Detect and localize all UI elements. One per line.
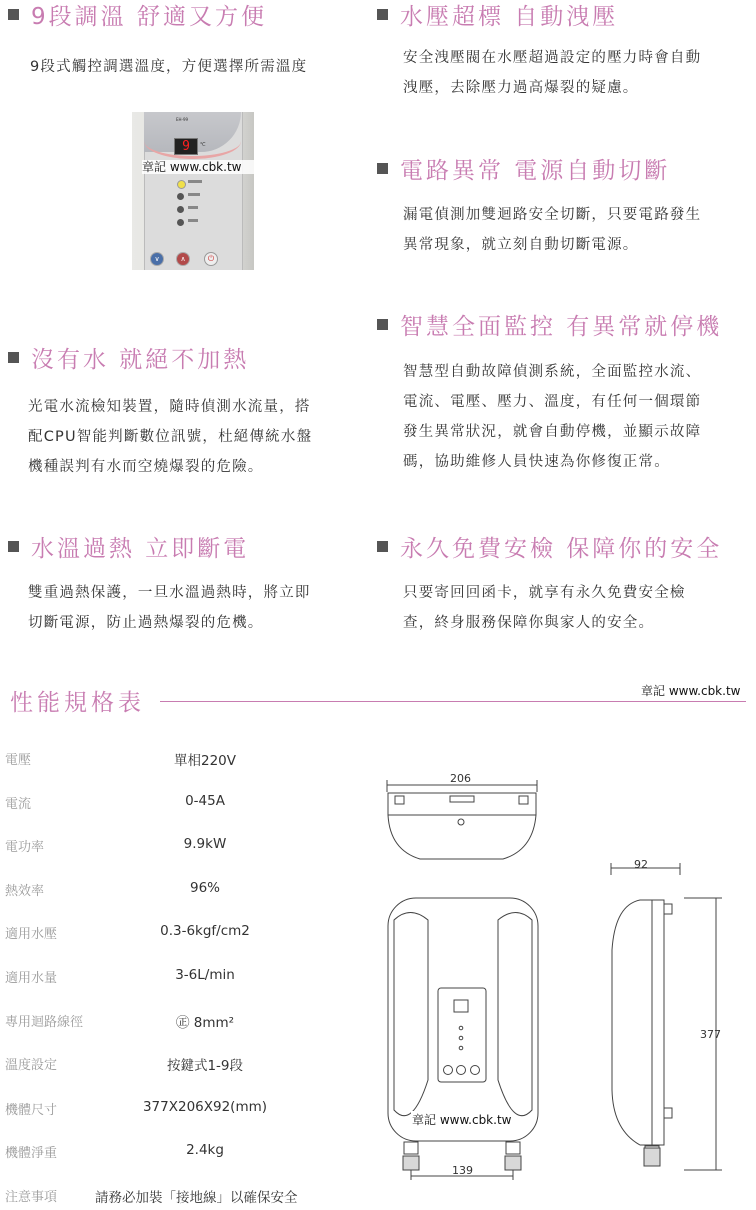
text-line: 異常現象，就立刻自動切斷電源。 bbox=[403, 237, 639, 253]
panel-model: EH-99 bbox=[176, 117, 189, 122]
side-view-drawing bbox=[611, 863, 722, 1170]
text-line: 安全洩壓閥在水壓超過設定的壓力時會自動 bbox=[403, 50, 702, 66]
power-button[interactable]: ⏻ bbox=[204, 252, 218, 266]
spec-value: ㊣ 8mm² bbox=[175, 1015, 235, 1031]
text-line: 發生異常狀況，就會自動停機，並顯示故障 bbox=[403, 424, 702, 440]
text-line: 碼，協助維修人員快速為你修復正常。 bbox=[403, 454, 670, 470]
panel-unit-label: ℃ bbox=[200, 142, 206, 148]
spec-value: 0-45A bbox=[185, 793, 225, 809]
front-view-drawing bbox=[388, 898, 538, 1180]
spec-value: 按鍵式1-9段 bbox=[166, 1058, 244, 1074]
text-line: 智慧型自動故障偵測系統，全面監控水流、 bbox=[403, 364, 702, 380]
up-button[interactable]: ∧ bbox=[176, 252, 190, 266]
section-title-temp: 9段調溫 舒適又方便 bbox=[8, 2, 267, 32]
spec-label: 適用水量 bbox=[5, 971, 58, 986]
text-line: 光電水流檢知裝置，隨時偵測水流量，搭 bbox=[28, 399, 311, 415]
dimension-height-label: 377 bbox=[700, 1028, 721, 1041]
spec-value: 0.3-6kgf/cm2 bbox=[160, 923, 250, 939]
text-line: 雙重過熱保護，一旦水溫過熱時，將立即 bbox=[28, 585, 311, 601]
dimension-width-label: 206 bbox=[450, 772, 471, 785]
side-pipe-connector bbox=[644, 1148, 660, 1166]
spec-table-title: 性能規格表 bbox=[10, 690, 145, 716]
spec-value: 單相220V bbox=[173, 753, 236, 769]
dimension-depth-label: 92 bbox=[634, 858, 648, 871]
text-line: 漏電偵測加雙迴路安全切斷，只要電路發生 bbox=[403, 207, 702, 223]
text-line: 查，終身服務保障你與家人的安全。 bbox=[403, 615, 655, 631]
spec-label: 熱效率 bbox=[5, 884, 45, 899]
spec-value: 2.4kg bbox=[186, 1142, 224, 1158]
drawing-watermark: 章記 www.cbk.tw bbox=[412, 1113, 512, 1127]
temperature-display: 9 bbox=[174, 138, 198, 155]
spec-value: 9.9kW bbox=[183, 836, 227, 852]
text-line: 只要寄回回函卡，就享有永久免費安全檢 bbox=[403, 585, 686, 601]
header-watermark: 章記 www.cbk.tw bbox=[641, 684, 741, 698]
section-title-inspect: 永久免費安檢 保障你的安全 bbox=[377, 534, 722, 564]
section-title-monitor: 智慧全面監控 有異常就停機 bbox=[377, 312, 722, 342]
panel-watermark: 章記 www.cbk.tw bbox=[142, 160, 254, 174]
spec-value: 96% bbox=[189, 880, 220, 896]
pipe-connector-right bbox=[505, 1156, 521, 1170]
spec-label: 電功率 bbox=[5, 840, 45, 855]
spec-label: 溫度設定 bbox=[5, 1058, 58, 1073]
text-line: 機種誤判有水而空燒爆裂的危險。 bbox=[28, 459, 264, 475]
text-line: 洩壓，去除壓力過高爆裂的疑慮。 bbox=[403, 80, 639, 96]
spec-label: 注意事項 bbox=[5, 1190, 58, 1205]
spec-label: 專用迴路線徑 bbox=[5, 1015, 84, 1030]
spec-label: 適用水壓 bbox=[5, 927, 58, 942]
section-body-temp: 9段式觸控調選溫度，方便選擇所需溫度 bbox=[30, 59, 308, 75]
down-button[interactable]: ∨ bbox=[150, 252, 164, 266]
spec-value: 377X206X92(mm) bbox=[142, 1099, 268, 1115]
top-view-drawing bbox=[387, 780, 537, 859]
section-title-overheat: 水溫過熱 立即斷電 bbox=[8, 534, 249, 564]
dimension-pipe-label: 139 bbox=[452, 1164, 473, 1177]
spec-label: 電壓 bbox=[5, 753, 32, 768]
spec-value: 3-6L/min bbox=[175, 967, 235, 983]
section-title-pressure: 水壓超標 自動洩壓 bbox=[377, 2, 618, 32]
section-title-nowater: 沒有水 就絕不加熱 bbox=[8, 345, 249, 375]
text-line: 配CPU智能判斷數位訊號，杜絕傳統水盤 bbox=[28, 429, 313, 445]
section-title-circuit: 電路異常 電源自動切斷 bbox=[377, 156, 670, 186]
text-line: 切斷電源，防止過熱爆裂的危機。 bbox=[28, 615, 264, 631]
pipe-connector-left bbox=[403, 1156, 419, 1170]
text-line: 電流、電壓、壓力、溫度，有任何一個環節 bbox=[403, 394, 702, 410]
spec-value: 請務必加裝「接地線」以確保安全 bbox=[95, 1190, 298, 1206]
spec-label: 電流 bbox=[5, 797, 32, 812]
spec-label: 機體淨重 bbox=[5, 1146, 58, 1161]
spec-label: 機體尺寸 bbox=[5, 1103, 58, 1118]
